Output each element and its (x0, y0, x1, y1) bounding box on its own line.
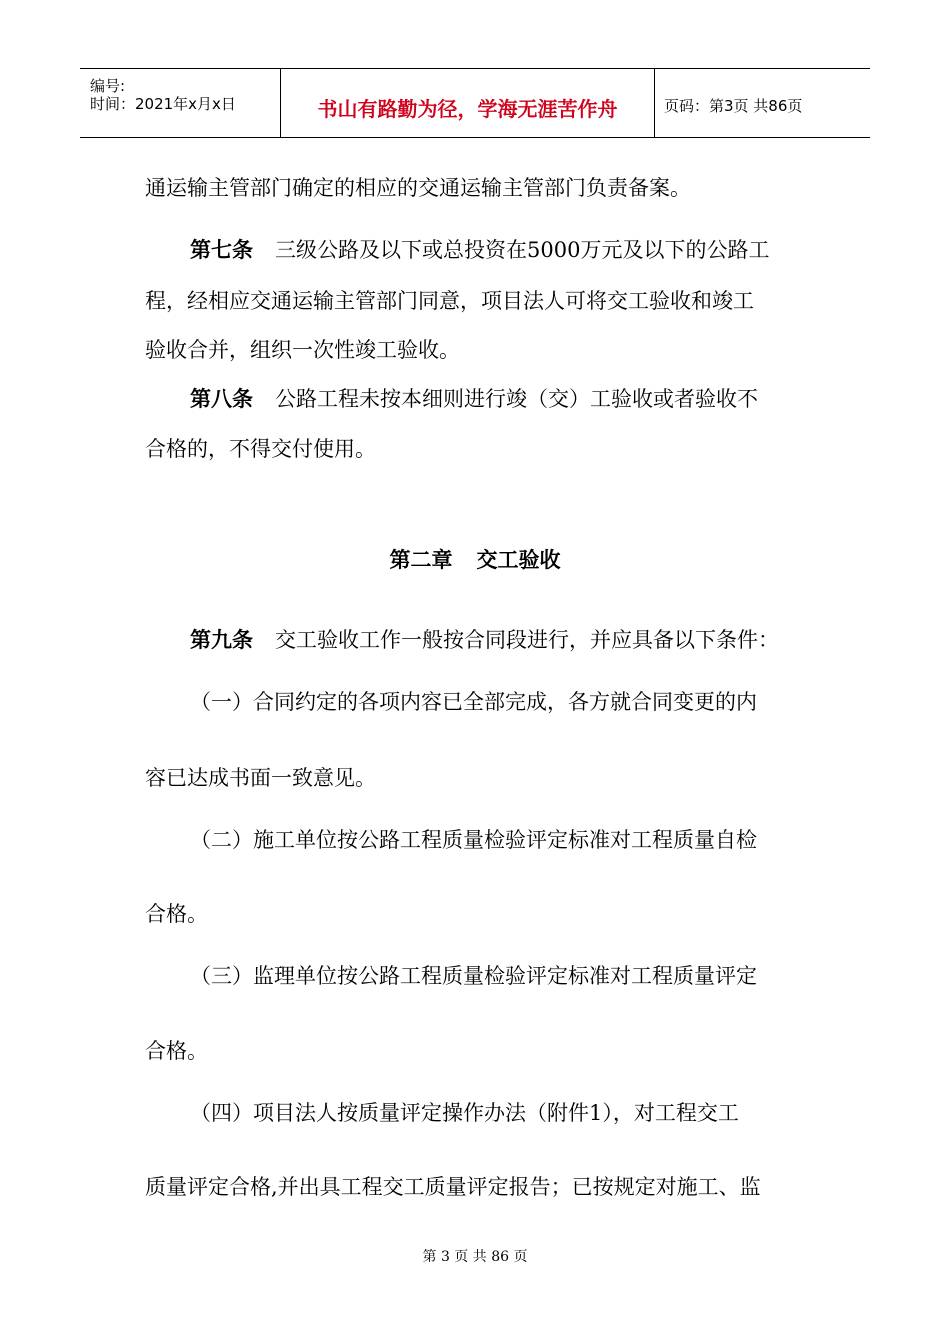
article-9-text: 交工验收工作一般按合同段进行，并应具备以下条件： (275, 628, 779, 652)
page-header (80, 68, 870, 138)
chapter-heading (0, 544, 950, 574)
body-line: 质量评定合格,并出具工程交工质量评定报告；已按规定对施工、监 (145, 1175, 761, 1199)
article-7-line (190, 234, 769, 264)
body-line: （二）施工单位按公路工程质量检验评定标准对工程质量自检 (190, 828, 757, 852)
body-line: 容已达成书面一致意见。 (145, 766, 376, 790)
page-footer: 第 3 页 共 86 页 (422, 1249, 528, 1265)
article-8-line (190, 383, 758, 413)
header-motto-cell (280, 69, 655, 137)
body-line: 合格。 (145, 1039, 208, 1063)
body-line: 合格的，不得交付使用。 (145, 437, 376, 461)
body-line: 程，经相应交通运输主管部门同意，项目法人可将交工验收和竣工 (145, 289, 754, 313)
chapter-title: 交工验收 (476, 547, 561, 572)
article-9-line (190, 624, 779, 654)
body-line: 通运输主管部门确定的相应的交通运输主管部门负责备案。 (145, 176, 691, 200)
body-line: 验收合并，组织一次性竣工验收。 (145, 338, 460, 362)
date-label: 时间：2021年x月x日 (90, 95, 236, 113)
header-page-number: 页码：第3页 共86页 (664, 97, 803, 115)
article-8-text: 公路工程未按本细则进行竣（交）工验收或者验收不 (275, 387, 758, 411)
body-line: （一）合同约定的各项内容已全部完成，各方就合同变更的内 (190, 690, 757, 714)
body-line: （三）监理单位按公路工程质量检验评定标准对工程质量评定 (190, 964, 757, 988)
body-line: 合格。 (145, 902, 208, 926)
article-7-heading: 第七条 (190, 237, 253, 262)
article-9-heading: 第九条 (190, 627, 253, 652)
body-line: （四）项目法人按质量评定操作办法（附件1），对工程交工 (190, 1101, 739, 1125)
article-7-text: 三级公路及以下或总投资在5000万元及以下的公路工 (275, 238, 770, 262)
header-info-cell (80, 69, 280, 137)
motto-text: 书山有路勤为径，学海无涯苦作舟 (317, 97, 618, 121)
article-8-heading: 第八条 (190, 386, 253, 411)
serial-number-label: 编号: (90, 77, 126, 95)
header-page-cell (654, 69, 870, 137)
chapter-number: 第二章 (389, 547, 453, 572)
